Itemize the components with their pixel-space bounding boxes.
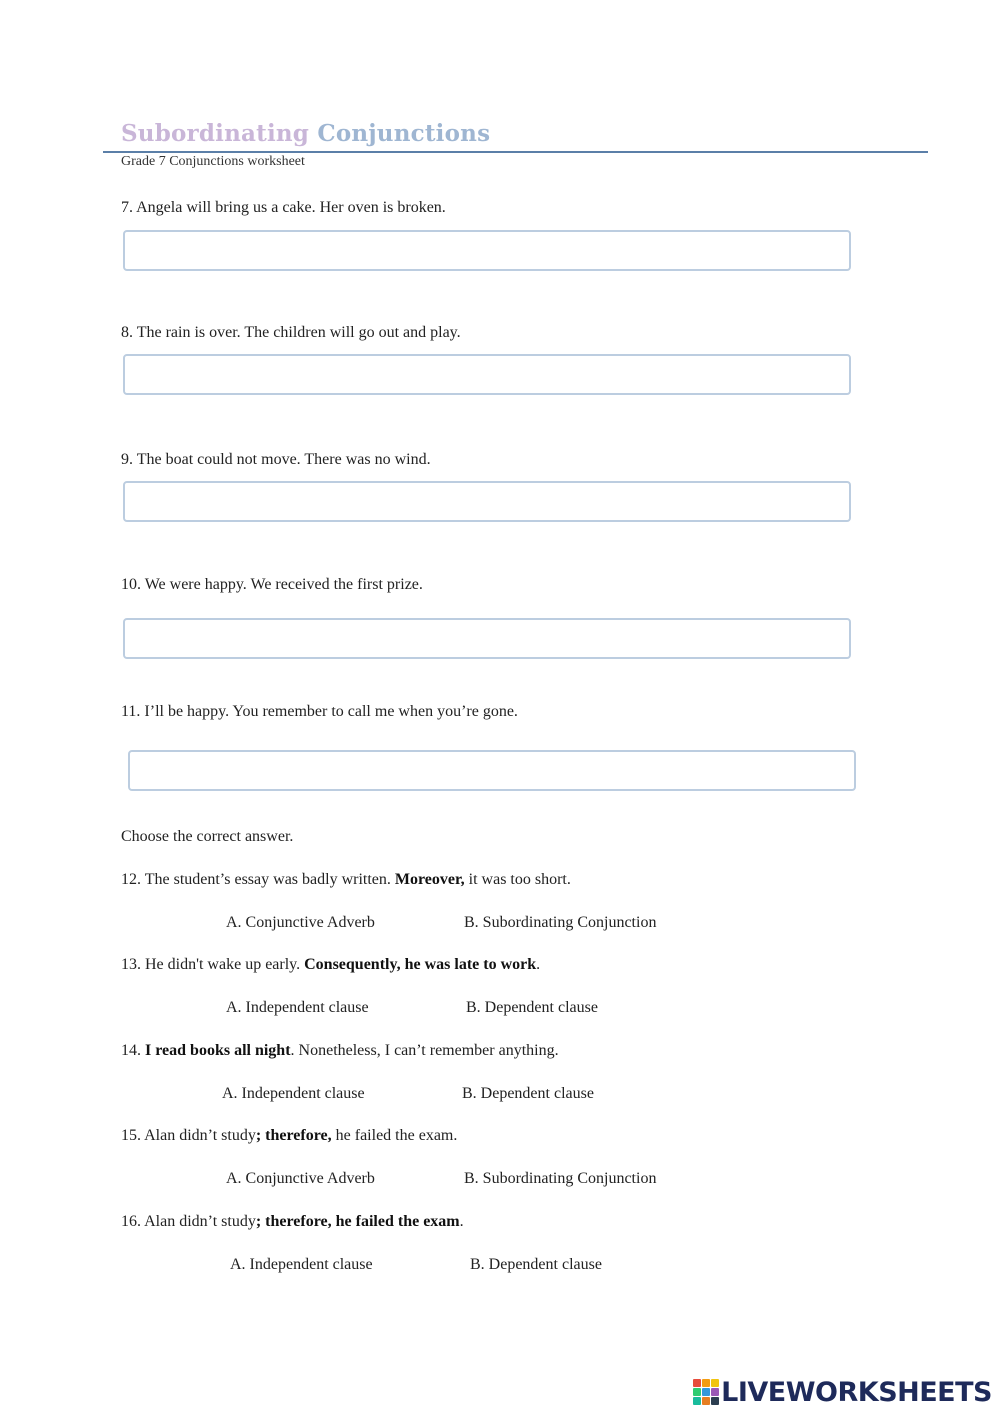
brand-name: LIVEWORKSHEETS — [721, 1376, 992, 1408]
question-16 — [121, 1213, 464, 1231]
question-15 — [121, 1127, 457, 1145]
liveworksheets-logo[interactable] — [693, 1378, 992, 1406]
question-12 — [121, 871, 571, 889]
question-emphasis: Moreover, — [394, 871, 465, 888]
question-11: 11. I’ll be happy. You remember to call me when you’re gone. — [121, 703, 518, 720]
question-text: . — [459, 1213, 464, 1230]
question-10: 10. We were happy. We received the first prize. — [121, 576, 423, 593]
question-9: 9. The boat could not move. There was no wind. — [121, 451, 431, 468]
logo-square — [711, 1379, 719, 1387]
question-text: 12. The student’s essay was badly written. — [121, 871, 395, 888]
question-13 — [121, 956, 540, 974]
question-text: 16. Alan didn’t study — [121, 1213, 256, 1230]
question-text: he failed the exam. — [331, 1127, 458, 1144]
logo-square — [693, 1388, 701, 1396]
logo-square — [693, 1397, 701, 1405]
logo-square — [693, 1379, 701, 1387]
answer-field-9[interactable] — [123, 481, 851, 522]
question-text: 13. He didn't wake up early. — [121, 956, 305, 973]
header-rule — [103, 151, 928, 153]
question-emphasis: ; therefore, — [255, 1127, 332, 1144]
q13-option-a[interactable]: A. Independent clause — [226, 999, 369, 1016]
q13-option-b[interactable]: B. Dependent clause — [466, 999, 598, 1016]
q16-option-b[interactable]: B. Dependent clause — [470, 1256, 602, 1273]
question-14 — [121, 1042, 559, 1060]
logo-square — [711, 1397, 719, 1405]
logo-square — [711, 1388, 719, 1396]
question-text: . — [536, 956, 541, 973]
worksheet-title — [121, 120, 490, 147]
title-word-subordinating: Subordinating — [121, 120, 310, 147]
q12-option-a[interactable]: A. Conjunctive Adverb — [226, 914, 375, 931]
q16-option-a[interactable]: A. Independent clause — [230, 1256, 373, 1273]
answer-field-10[interactable] — [123, 618, 851, 659]
worksheet-subtitle: Grade 7 Conjunctions worksheet — [121, 154, 305, 169]
logo-square — [702, 1397, 710, 1405]
instruction-text: Choose the correct answer. — [121, 828, 294, 845]
question-text: 14. — [121, 1042, 145, 1059]
answer-field-11[interactable] — [128, 750, 856, 791]
logo-square — [702, 1388, 710, 1396]
title-word-conjunctions: Conjunctions — [317, 120, 491, 147]
question-emphasis: ; therefore, he failed the exam — [255, 1213, 460, 1230]
q14-option-b[interactable]: B. Dependent clause — [462, 1085, 594, 1102]
q15-option-a[interactable]: A. Conjunctive Adverb — [226, 1170, 375, 1187]
answer-field-7[interactable] — [123, 230, 851, 271]
question-8: 8. The rain is over. The children will go out and play. — [121, 324, 461, 341]
question-text: 15. Alan didn’t study — [121, 1127, 256, 1144]
answer-field-8[interactable] — [123, 354, 851, 395]
question-emphasis: I read books all night — [145, 1042, 291, 1059]
question-emphasis: Consequently, he was late to work — [304, 956, 537, 973]
q14-option-a[interactable]: A. Independent clause — [222, 1085, 365, 1102]
logo-grid-icon — [693, 1379, 719, 1405]
logo-square — [702, 1379, 710, 1387]
question-text: . Nonetheless, I can’t remember anything. — [290, 1042, 559, 1059]
question-7: 7. Angela will bring us a cake. Her oven is broken. — [121, 199, 446, 216]
q12-option-b[interactable]: B. Subordinating Conjunction — [464, 914, 657, 931]
question-text: it was too short. — [464, 871, 571, 888]
q15-option-b[interactable]: B. Subordinating Conjunction — [464, 1170, 657, 1187]
